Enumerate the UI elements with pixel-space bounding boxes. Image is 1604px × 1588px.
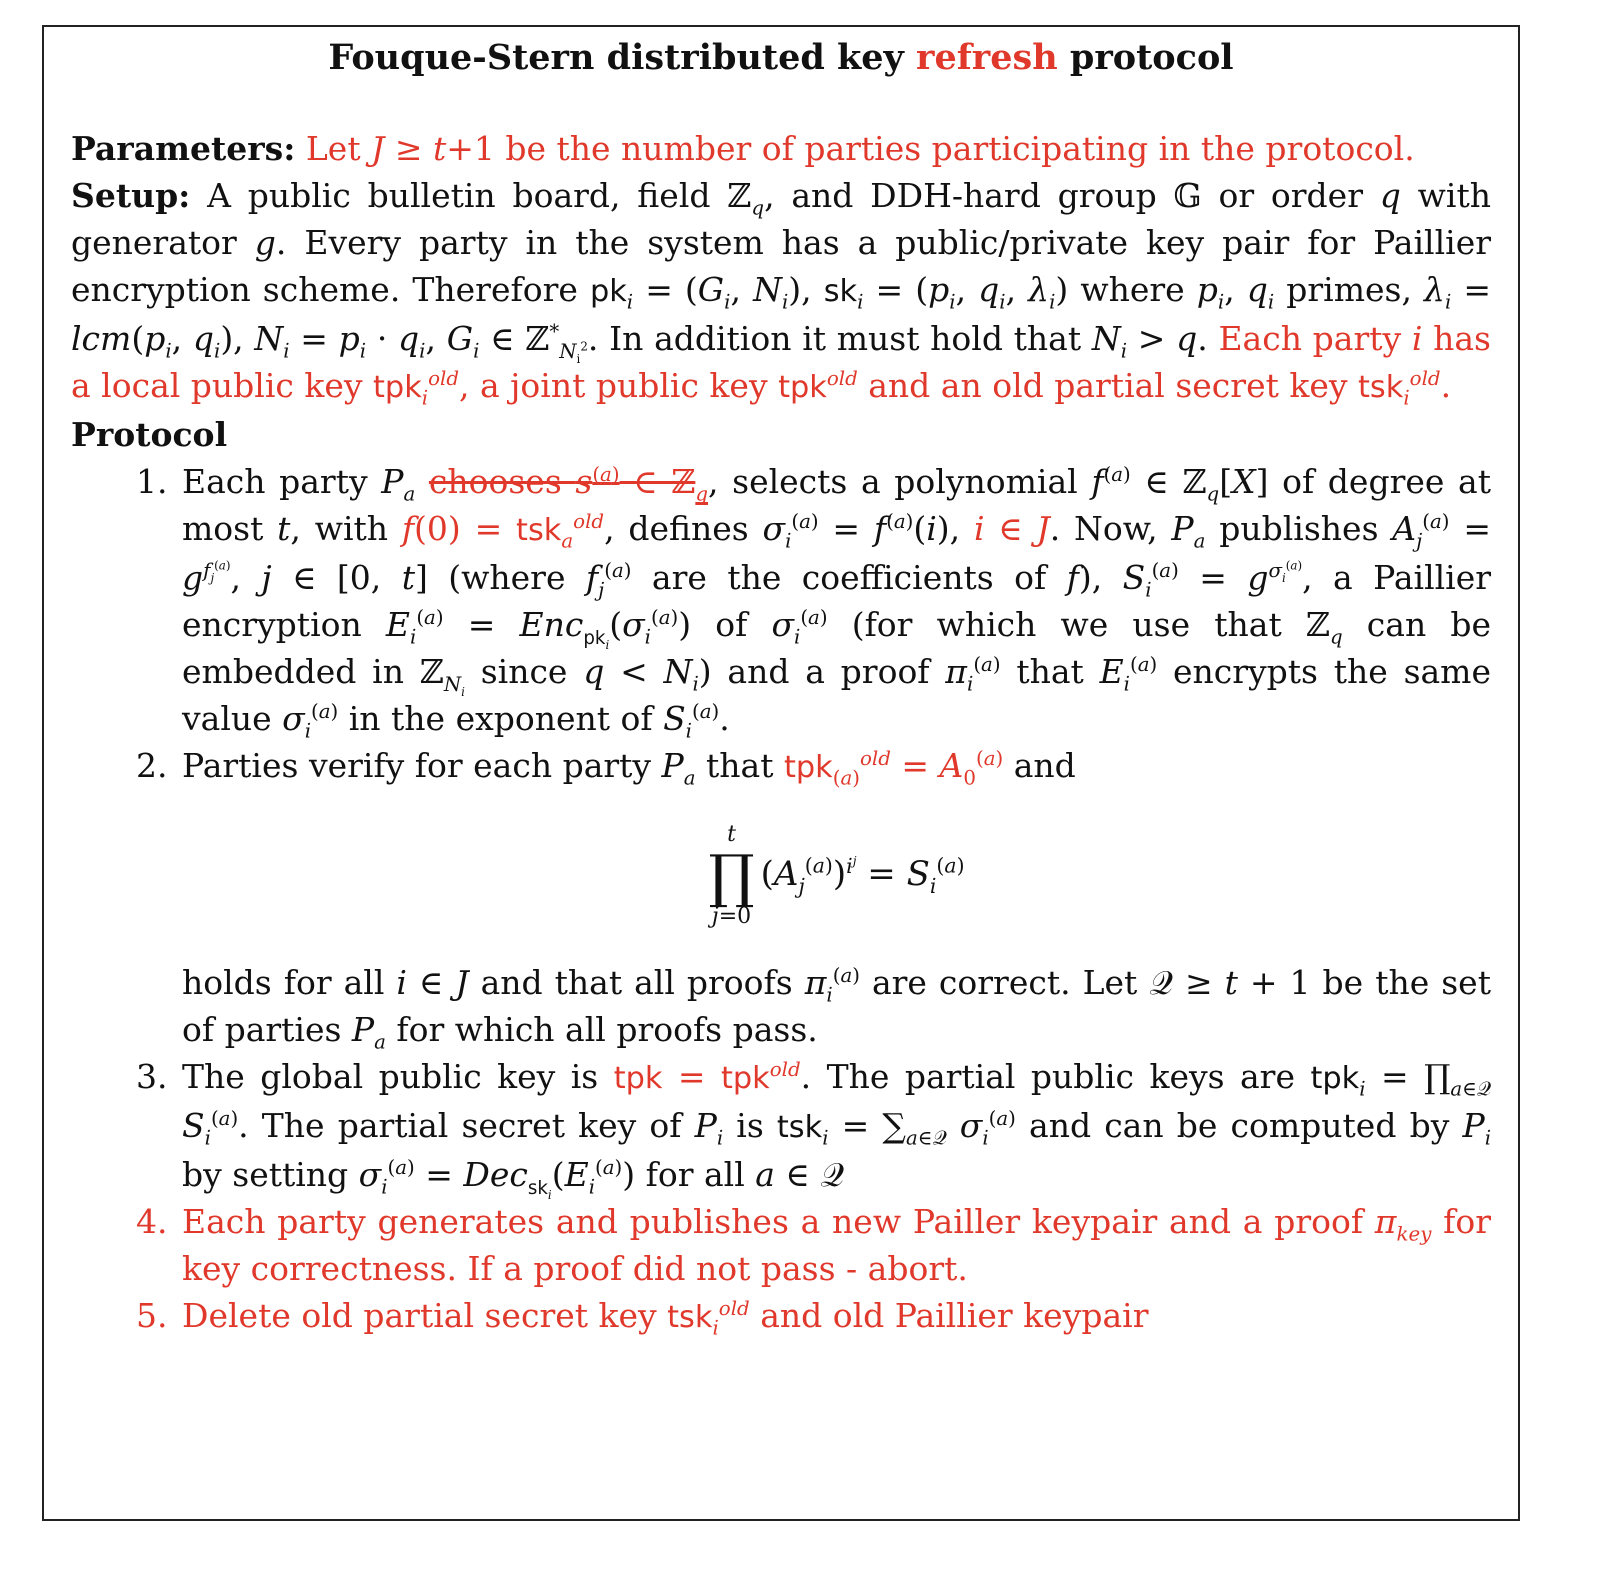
protocol-content (71, 125, 1491, 1341)
setup-paragraph (71, 172, 1491, 411)
step-2: 2. Parties verify for each party $P_a$ that $tpk_{(a)}^{old} = A_0^{(a)}$ and t ∏ j=0 $(A_j^{(a)})^{i^j} = S_i^{(a)}$ holds for all i ∈ J and that all proofs $\pi_i^{(a)}$ are correct. Let 𝒬 ≥ t + 1 be the set of parties $P_a$ for which all proofs pass. (178, 742, 1491, 1053)
title-highlight: refresh (916, 37, 1058, 78)
parameters-paragraph (71, 125, 1491, 172)
title-part2: protocol (1069, 37, 1234, 78)
setup-label: Setup: (71, 176, 191, 215)
parameters-label: Parameters: (71, 129, 296, 168)
title-part1: Fouque-Stern distributed key (328, 37, 904, 78)
protocol-box (42, 25, 1520, 1521)
verification-formula: t ∏ j=0 $(A_j^{(a)})^{i^j} = S_i^{(a)}$ (708, 822, 965, 929)
protocol-steps (71, 458, 1491, 1341)
setup-text: A public bulletin board, field ℤ$_q$, and DDH-hard group 𝔾 or order q with generator g. Every party in the system has a public/private key pair for Paillier encryption scheme. Therefore $pk_i = (G_i$, $N_i$), $sk_i = (p_i$, $q_i$, $\lambda_i$) where $p_i$, $q_i$ primes, $\lambda_i = lcm(p_i$, $q_i$), $N_i = p_i \cdot q_i$, $G_i$ ∈ ℤ*$_{N_i^2}$. In addition it must hold that $N_i > q$. (71, 176, 1492, 366)
setup-red-text: Each party i has a local public key tpk$_i^{old}$, a joint public key tpk$^{old}$ and an old partial secret key tsk$_i^{old}$. (71, 319, 1491, 410)
protocol-label: Protocol (71, 415, 228, 454)
step-1: 1. Each party $P_a$ chooses $s^{(a)}$ ∈ ℤ$_q$, selects a polynomial $f^{(a)}$ ∈ ℤ$_q$[X] of degree at most t, with f(0) = tsk$_a^{old}$, defines $\sigma_i^{(a)} = f^{(a)}(i)$, i ∈ J. Now, $P_a$ publishes $A_j^{(a)} = g^{f_j^{(a)}}$, j ∈ [0, t] (where $f_j^{(a)}$ are the coefficients of f), $S_i^{(a)} = g^{\sigma_i^{(a)}}$, a Paillier encryption $E_i^{(a)} = Enc_{pk_i}(\sigma_i^{(a)})$ of $\sigma_i^{(a)}$ (for which we use that ℤ$_q$ can be embedded in ℤ$_{N_i}$ since $q < N_i$) and a proof $\pi_i^{(a)}$ that $E_i^{(a)}$ encrypts the same value $\sigma_i^{(a)}$ in the exponent of $S_i^{(a)}$. (178, 458, 1491, 742)
protocol-title (44, 35, 1518, 81)
step-3: 3. The global public key is tpk = tpk$^{old}$. The partial public keys are $tpk_i = \prod_{a\in 𝒬}$ $S_i^{(a)}$. The partial secret key of $P_i$ is $tsk_i = \sum_{a\in 𝒬}$ $\sigma_i^{(a)}$ and can be computed by $P_i$ by setting $\sigma_i^{(a)} = Dec_{sk_i}(E_i^{(a)})$ for all a ∈ 𝒬 (178, 1053, 1491, 1198)
parameters-text: Let J ≥ t+1 be the number of parties participating in the protocol. (305, 129, 1415, 168)
product-operator: t ∏ j=0 (708, 822, 755, 929)
step-5: 5. Delete old partial secret key tsk$_i^{old}$ and old Paillier keypair (178, 1292, 1491, 1341)
step-4: 4. Each party generates and publishes a new Pailler keypair and a proof $\pi_{key}$ for key correctness. If a proof did not pass - abort. (178, 1198, 1491, 1292)
